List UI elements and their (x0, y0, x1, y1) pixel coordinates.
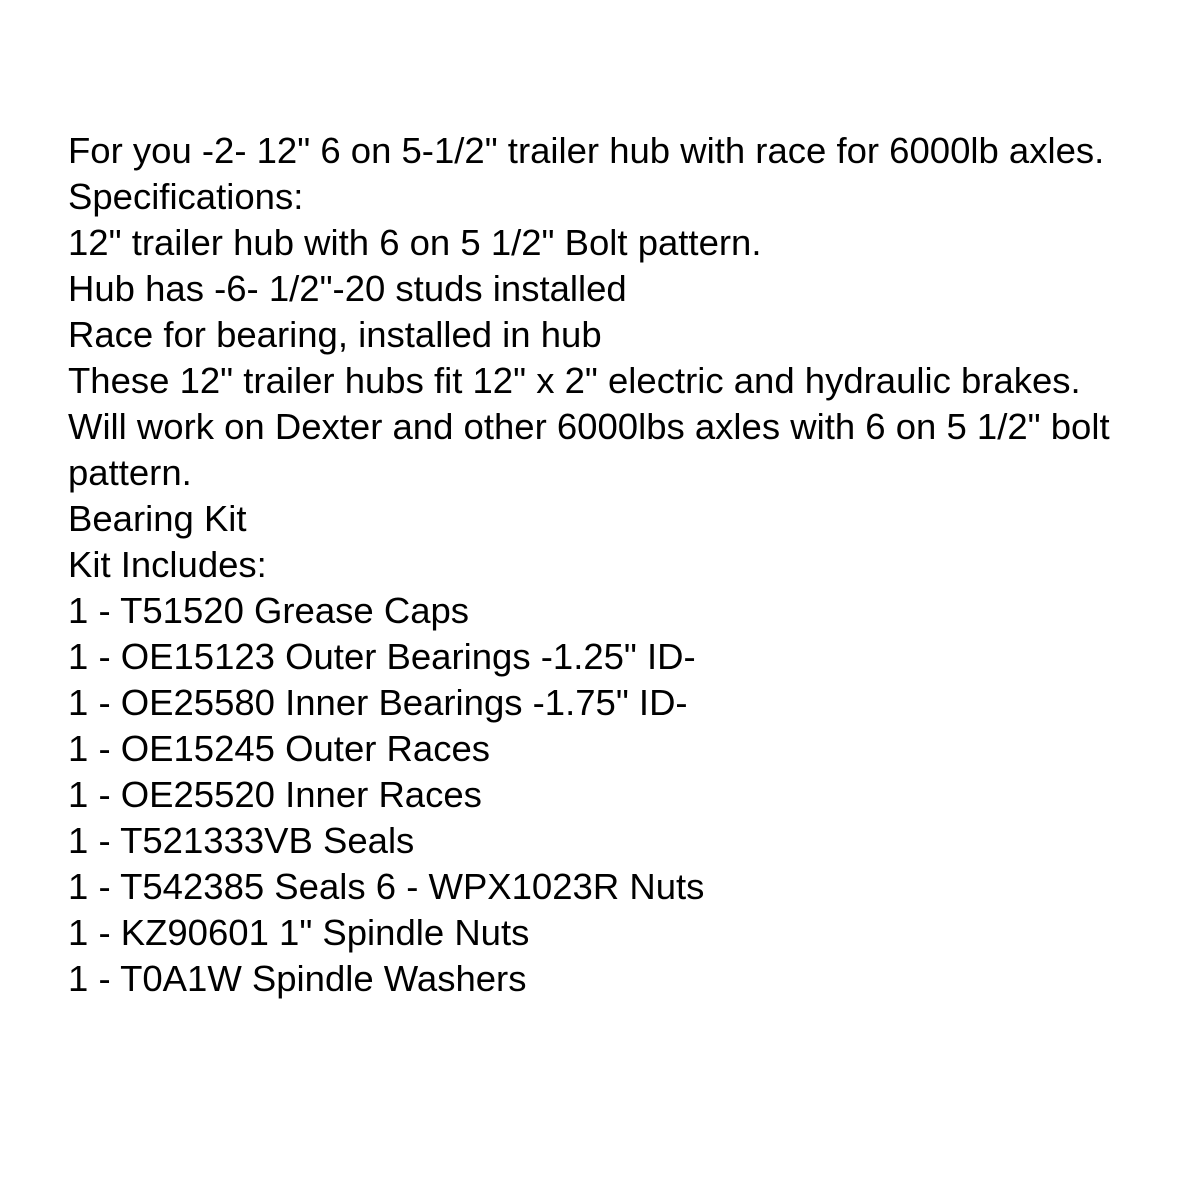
kit-item: 1 - T521333VB Seals (68, 820, 415, 861)
kit-item: 1 - OE25520 Inner Races (68, 774, 482, 815)
kit-item: 1 - T51520 Grease Caps (68, 590, 470, 631)
kit-item: 1 - KZ90601 1" Spindle Nuts (68, 912, 530, 953)
spec-line: Race for bearing, installed in hub (68, 314, 602, 355)
kit-includes-heading: Kit Includes: (68, 544, 267, 585)
specifications-heading: Specifications: (68, 176, 304, 217)
kit-item: 1 - OE15123 Outer Bearings -1.25" ID- (68, 636, 696, 677)
kit-item: 1 - T0A1W Spindle Washers (68, 958, 527, 999)
spec-line: Hub has -6- 1/2"-20 studs installed (68, 268, 627, 309)
product-description (68, 128, 1168, 1002)
spec-line: Will work on Dexter and other 6000lbs axles with 6 on 5 1/2" bolt pattern. (68, 406, 1120, 493)
kit-item: 1 - T542385 Seals 6 - WPX1023R Nuts (68, 866, 705, 907)
bearing-kit-heading: Bearing Kit (68, 498, 247, 539)
kit-item: 1 - OE25580 Inner Bearings -1.75" ID- (68, 682, 688, 723)
spec-line: These 12" trailer hubs fit 12" x 2" electric and hydraulic brakes. (68, 360, 1081, 401)
spec-line: 12" trailer hub with 6 on 5 1/2" Bolt pattern. (68, 222, 762, 263)
kit-item: 1 - OE15245 Outer Races (68, 728, 490, 769)
intro-text: For you -2- 12" 6 on 5-1/2" trailer hub with race for 6000lb axles. (68, 130, 1105, 171)
